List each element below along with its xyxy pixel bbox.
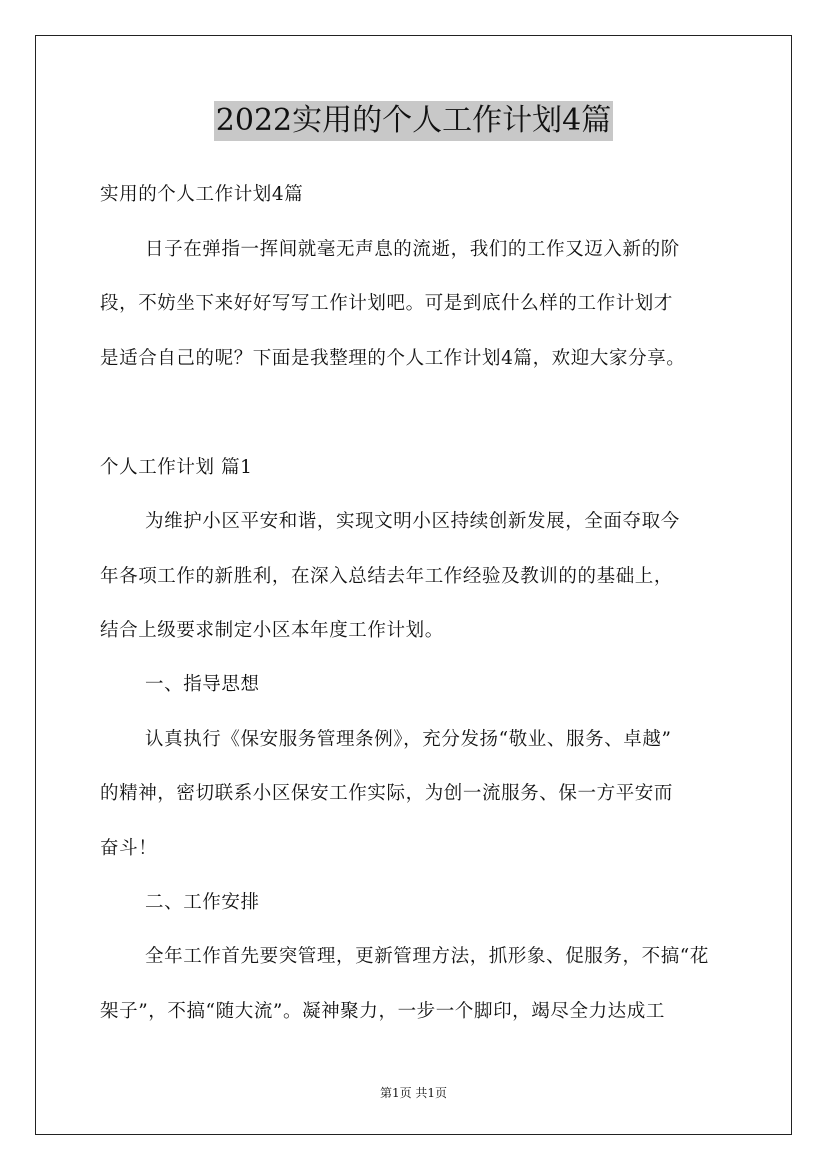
paragraph-line: 架子”，不搞“随大流”。凝神聚力，一步一个脚印，竭尽全力达成工 <box>100 1001 665 1022</box>
paragraph-line: 结合上级要求制定小区本年度工作计划。 <box>100 620 444 641</box>
subtitle-line: 实用的个人工作计划4篇 <box>100 184 304 205</box>
paragraph-line: 认真执行《保安服务管理条例》，充分发扬“敬业、服务、卓越” <box>145 729 672 750</box>
section-heading: 个人工作计划 篇1 <box>100 457 253 478</box>
paragraph-line: 的精神，密切联系小区保安工作实际，为创一流服务、保一方平安而 <box>100 783 674 804</box>
paragraph-line: 全年工作首先要突管理，更新管理方法，抓形象、促服务，不搞“花 <box>145 946 709 967</box>
page-footer: 第1页 共1页 <box>379 1086 448 1100</box>
subheading-line: 一、指导思想 <box>145 674 260 695</box>
paragraph-line: 日子在弹指一挥间就毫无声息的流逝，我们的工作又迈入新的阶 <box>145 239 680 260</box>
subheading-line: 二、工作安排 <box>145 892 260 913</box>
paragraph-line: 是适合自己的呢？下面是我整理的个人工作计划4篇，欢迎大家分享。 <box>100 348 686 369</box>
document-title: 2022实用的个人工作计划4篇 <box>214 101 613 141</box>
paragraph-line: 年各项工作的新胜利，在深入总结去年工作经验及教训的的基础上， <box>100 566 674 587</box>
paragraph-line: 为维护小区平安和谐，实现文明小区持续创新发展，全面夺取今 <box>145 511 680 532</box>
paragraph-line: 奋斗！ <box>100 838 158 859</box>
paragraph-line: 段，不妨坐下来好好写写工作计划吧。可是到底什么样的工作计划才 <box>100 293 674 314</box>
